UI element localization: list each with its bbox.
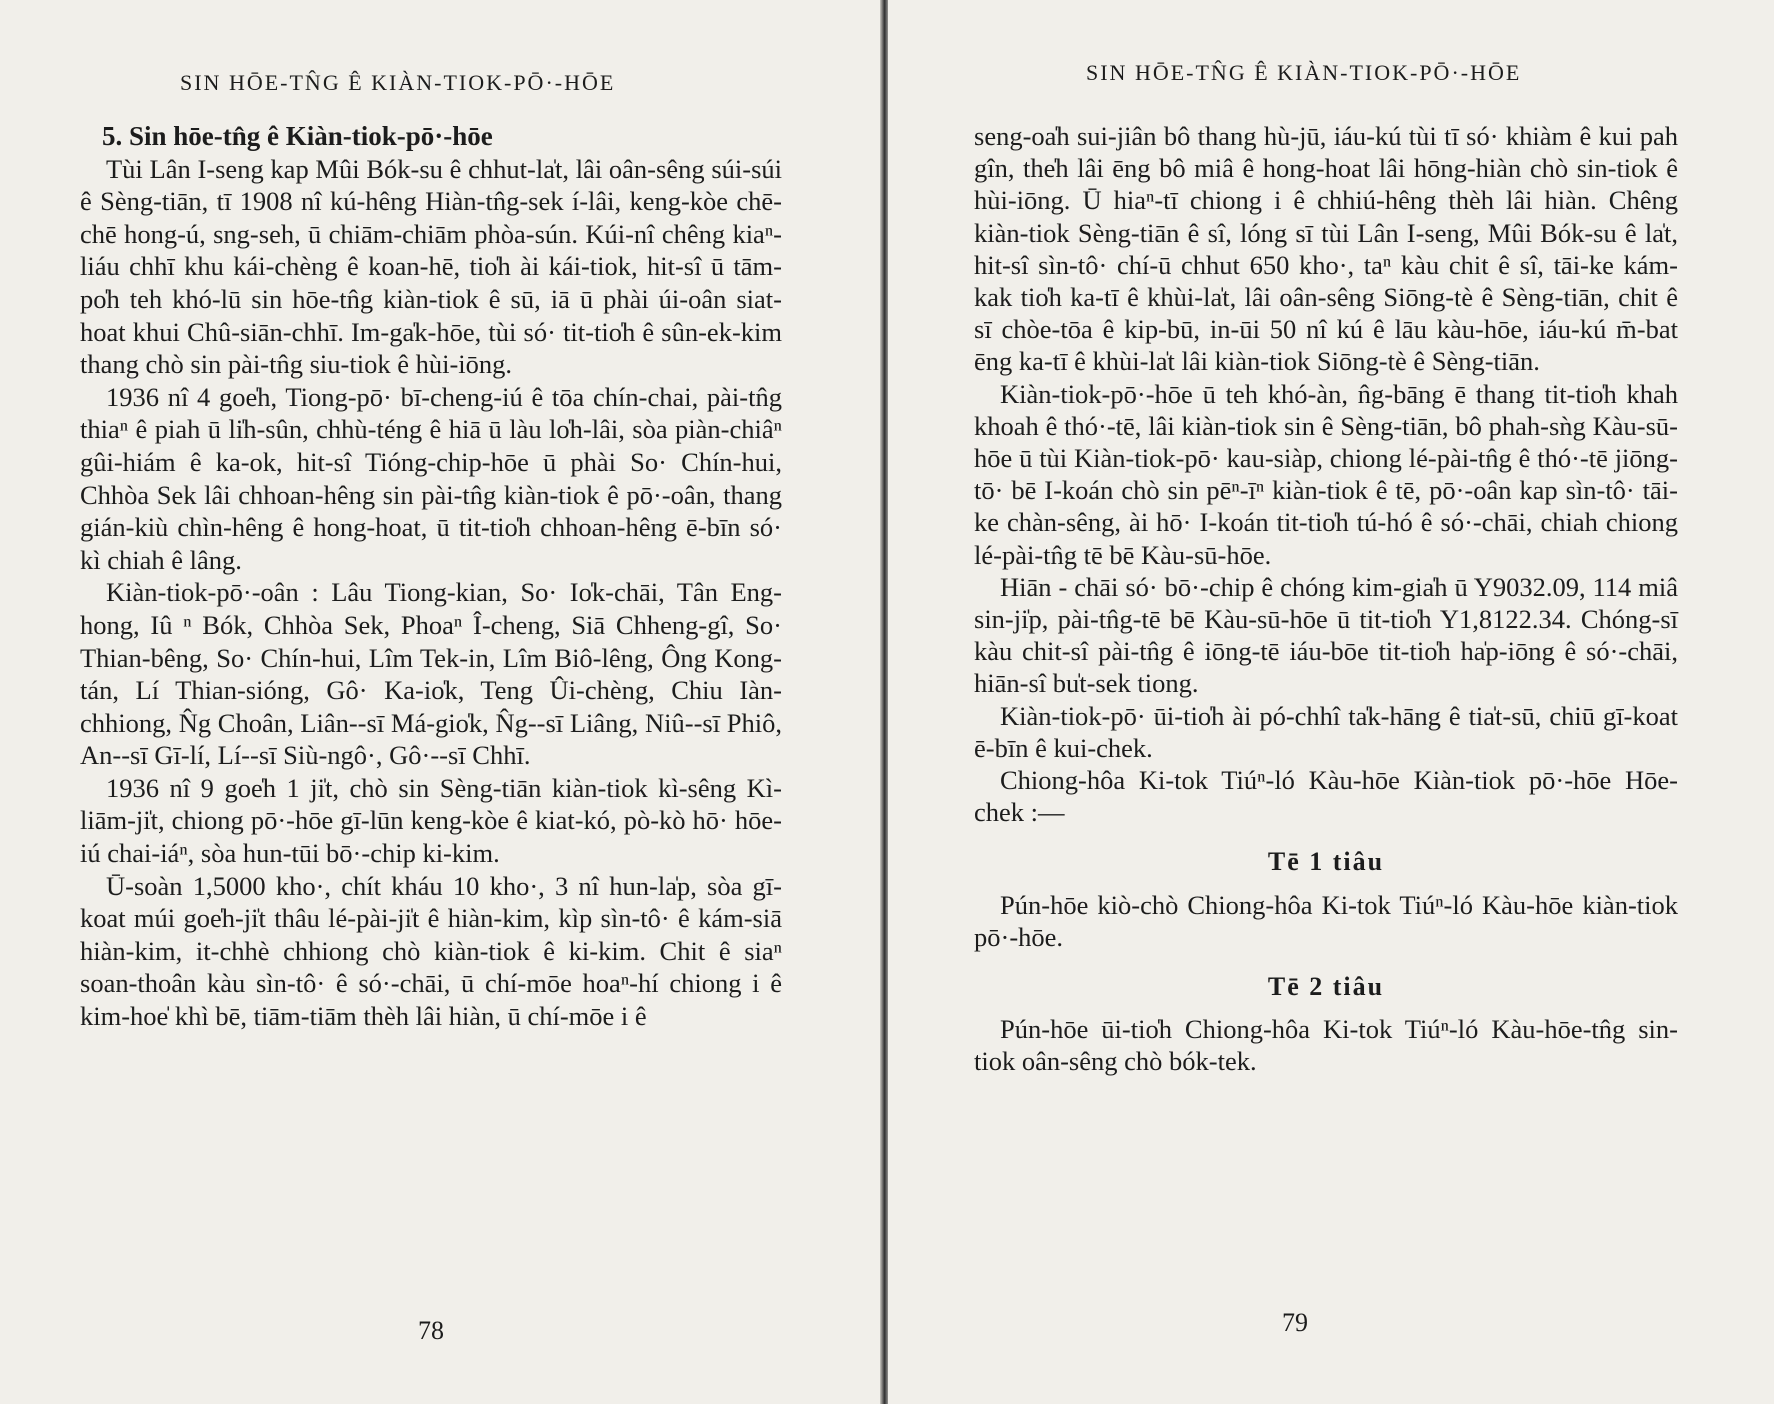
paragraph: Kiàn-tiok-pō·-oân : Lâu Tiong-kian, So· Io̍k-chāi, Tân Eng-hong, Iû ⁿ Bók, Chhòa Sek, Phoaⁿ Î-cheng, Siā Chheng-gî, So· Thian-bêng, So· Chín-hui, Lîm Tek-in, Lîm Biô-lêng, Ông Kong-tán, Lí Thian-sióng, Gô· Ka-io̍k, Teng Ûi-chèng, Chiu Iàn-chhiong, N̂g Choân, Liân--sī Má-gio̍k, N̂g--sī Liâng, Niû--sī Phiô, An--sī Gī-lí, Lí--sī Siù-ngô·, Gô·--sī Chhī. bbox=[80, 577, 782, 771]
article-title: Tē 2 tiâu bbox=[1267, 972, 1385, 1002]
paragraph: Hiān - chāi só· bō·-chip ê chóng kim-gia̍h ū Y9032.09, 114 miâ sin-ji̍p, pài-tn̂g-tē bē Kàu-sū-hōe ū tit-tio̍h Y1,8122.34. Chóng-sī kàu chit-sî pài-tn̂g ê iōng-tē iáu-bōe tit-tio̍h ha̍p-iōng ê só·-chāi, hiān-sî bu̍t-sek tiong. bbox=[974, 571, 1678, 699]
running-head: SIN HŌE-TN̂G Ê KIÀN-TIOK-PŌ·-HŌE bbox=[180, 70, 616, 95]
paragraph: Tùi Lân I-seng kap Mûi Bók-su ê chhut-la̍t, lâi oân-sêng súi-súi ê Sèng-tiān, tī 1908 nî kú-hêng Hiàn-tn̂g-sek í-lâi, keng-kòe chē-chē hong-ú, sng-seh, ū chiām-chiām phòa-sún. Kúi-nî chêng kiaⁿ-liáu chhī khu kái-chèng ê koan-hē, tio̍h ài kái-tiok, hit-sî ū tām-po̍h teh khó-lū sin hōe-tn̂g kiàn-tiok ê sū, iā ū phài úi-oân siat-hoat khui Chû-siān-chhī. Im-ga̍k-hōe, tùi só· tit-tio̍h ê sûn-ek-kim thang chò sin pài-tn̂g siu-tiok ê hùi-iōng. bbox=[80, 153, 782, 380]
paragraph: 1936 nî 4 goe̍h, Tiong-pō· bī-cheng-iú ê tōa chín-chai, pài-tn̂g thiaⁿ ê piah ū li̍h-sûn, chhù-téng ê hiā ū làu lo̍h-lâi, sòa piàn-chiâⁿ gûi-hiám ê ka-ok, hit-sî Tióng-chip-hōe ū phài So· Chín-hui, Chhòa Sek lâi chhoan-hêng sin pài-tn̂g kiàn-tiok ê pō·-oân, thang gián-kiù chìn-hêng ê hong-hoat, ū tit-tio̍h chhoan-hêng ē-bīn só· kì chiah ê lâng. bbox=[80, 381, 782, 575]
paragraph: seng-oa̍h sui-jiân bô thang hù-jū, iáu-kú tùi tī só· khiàm ê kui pah gîn, the̍h lâi ēng bô miâ ê hong-hoat lâi hōng-hiàn chò sin-tiok ê hùi-iōng. Ū hiaⁿ-tī chiong i ê chhiú-hêng thèh lâi hiàn. Chêng kiàn-tiok Sèng-tiān ê sî, lóng sī tùi Lân I-seng, Mûi Bók-su ê la̍t, hit-sî sìn-tô· chí-ū chhut 650 kho·, taⁿ kàu chit ê sî, tāi-ke kám-kak tio̍h ka-tī ê khùi-la̍t, lâi oân-sêng Siōng-tè ê Sèng-tiān, chit ê sī chòe-tōa ê kip-bū, in-ūi 50 nî kú ê lāu kàu-hōe, iáu-kú m̄-bat ēng ka-tī ê khùi-la̍t lâi kiàn-tiok Siōng-tè ê Sèng-tiān. bbox=[974, 121, 1678, 377]
paragraph: Ū-soàn 1,5000 kho·, chít kháu 10 kho·, 3 nî hun-la̍p, sòa gī-koat múi goe̍h-ji̍t thâu lé-pài-ji̍t ê hiàn-kim, kìp sìn-tô· ê kám-siā hiàn-kim, it-chhè chhiong chò kiàn-tiok ê ki-kim. Chit ê siaⁿ soan-thoân kàu sìn-tô· ê só·-chāi, ū chí-mōe hoaⁿ-hí chiong i ê kim-hoe̍ khì bē, tiām-tiām thèh lâi hiàn, ū chí-mōe i ê bbox=[80, 870, 782, 1032]
page-number: 79 bbox=[1282, 1308, 1308, 1337]
section-heading: 5. Sin hōe-tn̂g ê Kiàn-tiok-pō·-hōe bbox=[102, 121, 493, 151]
article-text: Pún-hōe kiò-chò Chiong-hôa Ki-tok Tiúⁿ-ló Kàu-hōe kiàn-tiok pō·-hōe. bbox=[974, 889, 1678, 952]
paragraph: Kiàn-tiok-pō·-hōe ū teh khó-àn, n̂g-bāng ē thang tit-tio̍h khah khoah ê thó·-tē, lâi kiàn-tiok sin ê Sèng-tiān, bô phah-sǹg Kàu-sū-hōe ū tùi Kiàn-tiok-pō· kau-siàp, chiong lé-pài-tn̂g ê thó·-tē jiōng-tō· bē I-koán chò sin pēⁿ-īⁿ kiàn-tiok ê tē, pō·-oân kap sìn-tô· tāi-ke chàn-sêng, ài hō· I-koán tit-tio̍h tú-hó ê só·-chāi, chiah chiong lé-pài-tn̂g tē bē Kàu-sū-hōe. bbox=[974, 378, 1678, 570]
right-page bbox=[888, 0, 1774, 1404]
article-title: Tē 1 tiâu bbox=[1267, 847, 1385, 877]
running-head: SIN HŌE-TN̂G Ê KIÀN-TIOK-PŌ·-HŌE bbox=[1086, 60, 1522, 85]
left-page bbox=[0, 0, 882, 1404]
right-page-body bbox=[974, 120, 1678, 1078]
left-page-body bbox=[80, 120, 782, 1033]
article-text: Pún-hōe ūi-tio̍h Chiong-hôa Ki-tok Tiúⁿ-ló Kàu-hōe-tn̂g sin-tiok oân-sêng chò bók-tek. bbox=[974, 1014, 1678, 1077]
paragraph: 1936 nî 9 goe̍h 1 ji̍t, chò sin Sèng-tiān kiàn-tiok kì-sêng Kì-liām-ji̍t, chiong pō·-hōe gī-lūn keng-kòe ê kiat-kó, pò-kò hō· hōe-iú chai-iáⁿ, sòa hun-tūi bō·-chip ki-kim. bbox=[80, 772, 782, 869]
paragraph: Chiong-hôa Ki-tok Tiúⁿ-ló Kàu-hōe Kiàn-tiok pō·-hōe Hōe-chek :— bbox=[974, 765, 1678, 828]
page-number: 78 bbox=[418, 1316, 444, 1345]
paragraph: Kiàn-tiok-pō· ūi-tio̍h ài pó-chhî ta̍k-hāng ê tia̍t-sū, chiū gī-koat ē-bīn ê kui-chek. bbox=[974, 700, 1678, 763]
